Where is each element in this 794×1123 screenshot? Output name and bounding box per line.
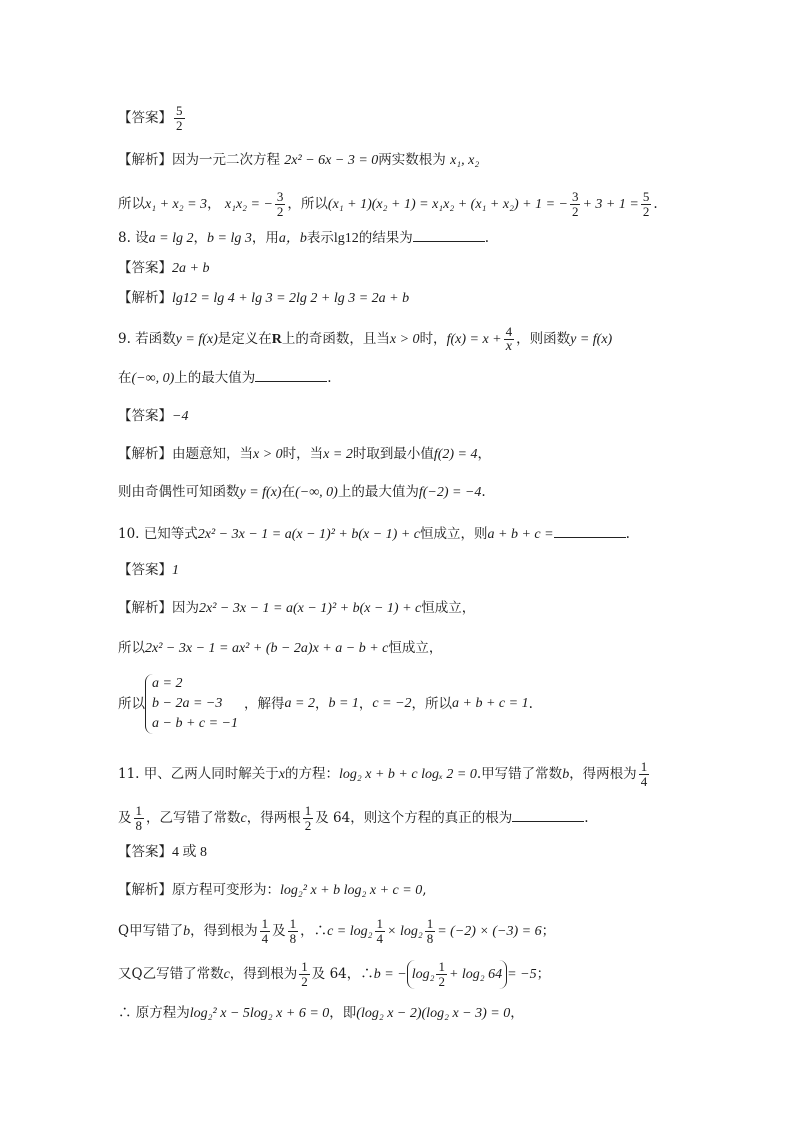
q11-stem-line2: 及 $\frac{1}{8}$ ，乙写错了常数c，得两根 $\frac{1}{2}$ 及 64，则这个方程的真正的根为 . [118, 803, 589, 833]
q9-stem-line2: 在(−∞, 0)上的最大值为 . [118, 370, 332, 386]
q11-stem-line1: 11. 甲、乙两人同时解关于x的方程：log₂ x + b + c logₓ 2 = 0.甲写错了常数b，得两根为 $\frac{1}{4}$ [118, 759, 648, 789]
q8-analysis-line: 【解析】lg12 = lg 4 + lg 3 = 2lg 2 + lg 3 = 2a + b [118, 290, 410, 306]
analysis-tag: 【解析】 [118, 152, 172, 168]
q10-stem: 10. 已知等式2x² − 3x − 1 = a(x − 1)² + b(x − 1) + c恒成立，则a + b + c = . [118, 526, 630, 542]
parenthesized-expression: log₂ $\frac{1}{2}$ + log₂ 64 [407, 960, 507, 989]
q9-stem-line1: 9. 若函数y = f(x)是定义在R上的奇函数，且当x > 0时，f(x) = x + $\frac{4}{x}$ ，则函数y = f(x) [118, 324, 613, 354]
q9-analysis-line1: 【解析】由题意知，当x > 0时，当x = 2时取到最小值f(2) = 4， [118, 446, 492, 462]
q11-analysis-line2: Q甲写错了b，得到根为 $\frac{1}{4}$ 及 $\frac{1}{8}$ ，∴c = log₂ $\frac{1}{4}$ × log₂ $\frac{1}{8}$ = (−2) × (−3) = 6； [118, 916, 556, 946]
equation-system: a = 2 b − 2a = −3 a − b + c = −1 [145, 674, 238, 734]
answer-tag: 【答案】 [118, 110, 172, 126]
q10-analysis-line2: 所以2x² − 3x − 1 = ax² + (b − 2a)x + a − b + c恒成立， [118, 640, 443, 656]
q8-stem: 8. 设a = lg 2，b = lg 3，用a，b表示lg12的结果为 . [118, 230, 490, 246]
q8-answer-blank [413, 229, 485, 242]
q7-answer-line [118, 104, 187, 133]
q10-analysis-line3: 所以 a = 2 b − 2a = −3 a − b + c = −1 ，解得a = 2，b = 1，c = −2，所以a + b + c = 1. [118, 674, 533, 734]
q10-analysis-line1: 【解析】因为2x² − 3x − 1 = a(x − 1)² + b(x − 1) + c恒成立， [118, 600, 476, 616]
q11-answer-blank [512, 809, 584, 822]
q7-analysis-line1: 【解析】因为一元二次方程 2x² − 6x − 3 = 0两实数根为 x₁, x₂ [118, 152, 480, 168]
q11-analysis-line4: ∴ 原方程为log₂² x − 5log₂ x + 6 = 0，即(log₂ x − 2)(log₂ x − 3) = 0， [118, 1005, 524, 1021]
q11-analysis-line1: 【解析】原方程可变形为：log₂² x + b log₂ x + c = 0, [118, 882, 427, 898]
q9-analysis-line2: 则由奇偶性可知函数y = f(x)在(−∞, 0)上的最大值为f(−2) = −4. [118, 484, 486, 500]
q9-answer-blank [255, 369, 327, 382]
q7-analysis-line2: 所以x₁ + x₂ = 3， x₁x₂ = − $\frac{3}{2}$ ，所以(x₁ + 1)(x₂ + 1) = x₁x₂ + (x₁ + x₂) + 1 = − $\frac{3}{2}$ + 3 + 1 = $\frac{5}{2}$ . [118, 189, 658, 219]
q11-answer-line: 【答案】4 或 8 [118, 844, 207, 860]
q10-answer-blank [554, 525, 626, 538]
q8-answer-line: 【答案】2a + b [118, 260, 210, 276]
q7-answer-fraction: $\frac{5}{2}$ [176, 103, 183, 133]
q9-answer-line: 【答案】−4 [118, 408, 189, 424]
q11-analysis-line3: 又Q乙写错了常数c，得到根为 $\frac{1}{2}$ 及 64，∴b = − log₂ $\frac{1}{2}$ + log₂ 64 = −5； [118, 959, 551, 989]
q10-answer-line: 【答案】1 [118, 562, 179, 578]
